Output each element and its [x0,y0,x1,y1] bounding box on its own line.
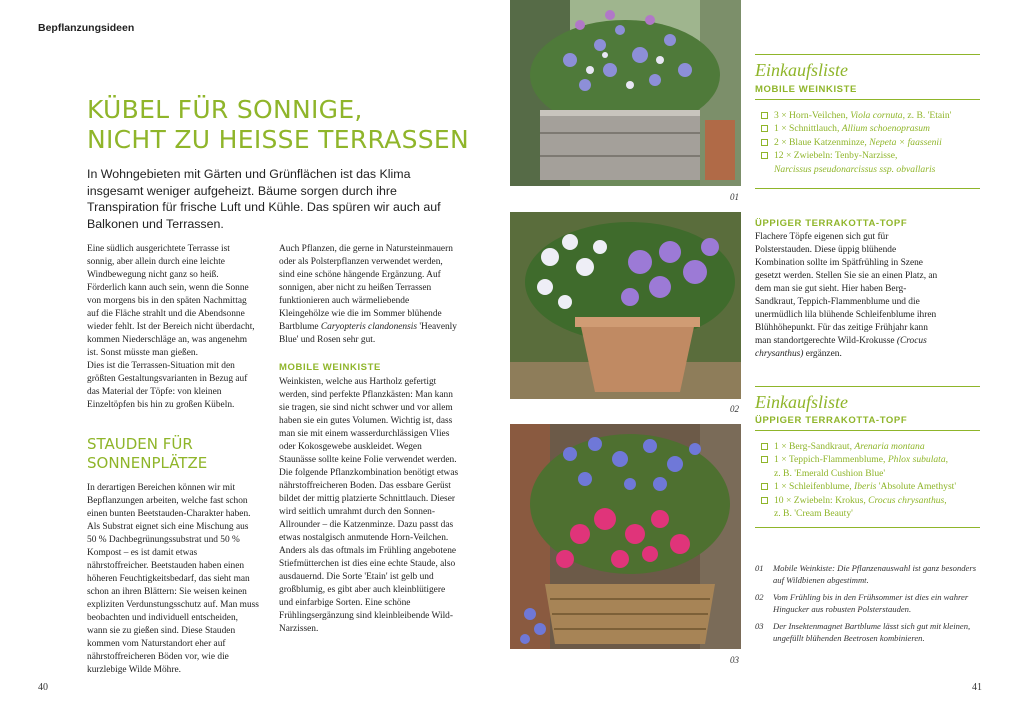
item-text: 1 × Berg-Sandkraut, [774,441,855,452]
page-title [87,95,477,155]
item-tail: ssp. obvallaris [876,163,936,175]
shopping2-rule-top [755,386,980,387]
item-text: 10 × Zwiebeln: Krokus, [774,494,869,506]
caption-text: Vom Frühling bis in den Frühsommer ist dies ein wahrer Hingucker aus robusten Polsterstauden. [773,592,969,614]
shopping1-title: Einkaufsliste [755,60,848,80]
figure-number-02: 02 [730,404,739,414]
shopping1-rule-top [755,54,980,55]
caption-number: 02 [755,592,764,602]
item-tail: , [944,494,947,506]
col1-paragraph-2: Dies ist die Terrassen-Situation mit den größten Gestaltungsvarianten in Bezug auf das Material der Töpfe: von kleinen Einzeltöpfen bis hin zu großen Kübeln. [87,361,248,410]
item-text: 1 × Schnittlauch, [774,123,842,135]
photo-captions [755,562,980,649]
caption-02 [755,591,980,615]
caption-number: 03 [755,621,764,631]
col2-paragraph-1 [279,243,459,347]
caption-03 [755,620,980,644]
column-2 [279,243,459,347]
item-text: 3 × Horn-Veilchen, [774,110,851,121]
shopping2-subtitle: ÜPPIGER TERRAKOTTA-TOPF [755,415,908,426]
page-number-right: 41 [972,682,982,693]
caption-text: Der Insektenmagnet Bartblume lässt sich gut mit kleinen, ungefüllt blühenden Beetrosen kombinieren. [773,621,971,643]
item-continuation: z. B. 'Cream Beauty' [774,508,853,520]
item-tail: , [945,454,949,466]
item-tail: 'Absolute Amethyst' [876,481,957,493]
figure-number-03: 03 [730,655,739,665]
shopping2-item [760,494,980,521]
item-latin: Phlox subulata [887,454,946,466]
item-text: 1 × Teppich-Flammenblume, [774,454,888,466]
terrakotta-text: Flachere Töpfe eigenen sich gut für Polsterstauden. Diese üppig blühende Kombination sollte im Spätfrühling in Szene gesetzt werden. Stellen Sie sie an einen Platz, an dem man sie gut sieht. Hier haben Berg-Sandkraut, Teppich-Flammenblume und die unermüdlich lila blühende Schleifenblume ihren Blühhöhepunkt. Für das zeitige Frühjahr kann man standortgerechte Wild-Krokusse [755,232,938,346]
shopping1-item [760,136,980,149]
item-latin: Arenaria montana [854,441,925,452]
shopping2-item [760,440,980,453]
item-latin: Viola cornuta [850,110,903,121]
terrakotta-paragraph [755,231,945,361]
shopping1-item [760,149,980,176]
terrakotta-tail: ergänzen. [805,349,842,359]
column-1 [87,243,259,412]
caption-text: Mobile Weinkiste: Die Pflanzenauswahl ist ganz besonders auf Wildbienen abgestimmt. [773,563,977,585]
shopping1-list [760,109,980,176]
item-latin: Iberis [854,481,877,493]
checkbox-icon [761,483,768,490]
shopping1-rule-mid [755,99,980,100]
checkbox-icon [761,443,768,450]
item-tail: , z. B. 'Etain' [902,110,952,121]
col2-p1-tail: 'Heavenly Blue' und Rosen sehr gut. [279,322,457,345]
section-heading-stauden [87,435,267,473]
item-continuation [774,163,980,176]
shopping2-title: Einkaufsliste [755,392,848,412]
shopping1-item [760,109,980,122]
shopping2-rule-mid [755,430,980,431]
checkbox-icon [761,139,768,146]
subhead-terrakotta: ÜPPIGER TERRAKOTTA-TOPF [755,218,908,229]
shopping2-item [760,453,980,480]
item-latin: Crocus chrysanthus [868,494,945,506]
shopping1-item [760,122,980,135]
figure-number-01: 01 [730,192,739,202]
checkbox-icon [761,152,768,159]
photo-terrakotta-topf [510,212,741,399]
photo-bartblume-rosen [510,424,741,649]
checkbox-icon [761,112,768,119]
caption-01 [755,562,980,586]
page-number-left: 40 [38,682,48,693]
running-head: Bepflanzungsideen [38,22,135,34]
checkbox-icon [761,497,768,504]
col2-p1-text: Auch Pflanzen, die gerne in Natursteinmauern oder als Polsterpflanzen verwendet werden, sind eine schöne hängende Ergänzung. Auf sonnigen, aber nicht zu heißen Terrassen funktionieren auch wärmeliebende Kleingehölze wie die im Sommer blühende Bartblume [279,244,453,332]
terrakotta-latin: (Crocus chrysanthus) [755,336,927,359]
shopping2-item [760,480,980,493]
item-text: 2 × Blaue Katzenminze, [774,136,870,148]
item-continuation: z. B. 'Emerald Cushion Blue' [774,467,886,479]
col2-p1-latin: Caryopteris clandonensis [320,322,418,332]
section-heading-line2: SONNENPLÄTZE [87,454,208,472]
shopping2-list [760,440,980,520]
page-title-line2: NICHT ZU HEISSE TERRASSEN [87,125,469,154]
item-latin: Nepeta × faassenii [869,136,942,148]
page-title-line1: KÜBEL FÜR SONNIGE, [87,95,363,124]
subhead-mobile-weinkiste: MOBILE WEINKISTE [279,362,381,373]
weinkiste-paragraph: Weinkisten, welche aus Hartholz gefertigt werden, sind perfekte Pflanzkästen: Man kann sie tragen, sie sind nicht schwer und vor allem haben sie ein gutes Volumen. Wichtig ist, dass man sie mit einem wasserdurchlässigen Vlies oder Kokosgewebe auskleidet. Wegen Staunässe sollte keine Folie verwendet werden. Die folgende Pflanzkombination benötigt etwas nährstoffreicheren Boden. Das essbare Gerüst bildet der mittig platzierte Schnittlauch. Dieser wird seitlich umrahmt durch den Sonnen-Allrounder – die Katzenminze. Dazu passt das etwas nostalgisch anmutende Horn-Veilchen. Anders als das oftmals im Frühling angebotene Stiefmütterchen ist dies eine echte Staude, also ausdauernd. Die Sorte 'Etain' ist gelb und großblumig, es gibt aber auch kleinblütigere und einfarbige Sorten. Eine schöne Frühlingsergänzung sind kleinbleibende Wild-Narzissen. [279,377,459,634]
col1-paragraph-1: Eine südlich ausgerichtete Terrasse ist sonnig, aber allein durch eine leichte Windbewegung nicht ganz so heiß. Förderlich kann auch sein, wenn die Sonne von morgens bis in den späten Nachmittag auf die Fläche strahlt und die Abendsonne wieder fehlt. Ist der Bereich nicht überdacht, kommen Niederschläge an, was angenehm ist. Sonst müsste man gießen. [87,244,255,358]
item-latin: Narcissus pseudonarcissus [774,163,877,175]
section-heading-line1: STAUDEN FÜR [87,435,193,453]
checkbox-icon [761,456,768,463]
stauden-paragraph: In derartigen Bereichen können wir mit Bepflanzungen arbeiten, welche fast schon einen bunten Beetstauden-Charakter haben. Als Substrat eignet sich eine Mischung aus 50 % Dachbegrünungssubstrat und 50 % Kompost – es ist damit etwas nährstoffreicher. Beetstauden haben einen höheren Feuchtigkeitsbedarf, das sieht man schon an ihren Blättern: Sie weisen keinen expliziten Verdunstungsschutz auf. Man muss beobachten und individuell entscheiden, wann sie zu gießen sind. Diese Stauden kommen vom Naturstandort eher auf nährstoffreicheren Böden vor, wie die kurzlebige Wilde Möhre. [87,483,259,675]
checkbox-icon [761,125,768,132]
intro-paragraph: In Wohngebieten mit Gärten und Grünflächen ist das Klima insgesamt weniger aufgeheizt. Bäume sorgen durch ihre Transpiration für frische Luft und Kühle. Das spüren wir auch auf Balkonen und Terrassen. [87,167,441,231]
item-text: 1 × Schleifenblume, [774,481,855,493]
item-text: 12 × Zwiebeln: Tenby-Narzisse, [774,150,898,162]
caption-number: 01 [755,563,764,573]
shopping2-rule-bottom [755,527,980,528]
photo-weinkiste [510,0,741,186]
shopping1-subtitle: MOBILE WEINKISTE [755,84,857,95]
item-latin: Allium schoenoprasum [841,123,930,135]
shopping1-rule-bottom [755,188,980,189]
